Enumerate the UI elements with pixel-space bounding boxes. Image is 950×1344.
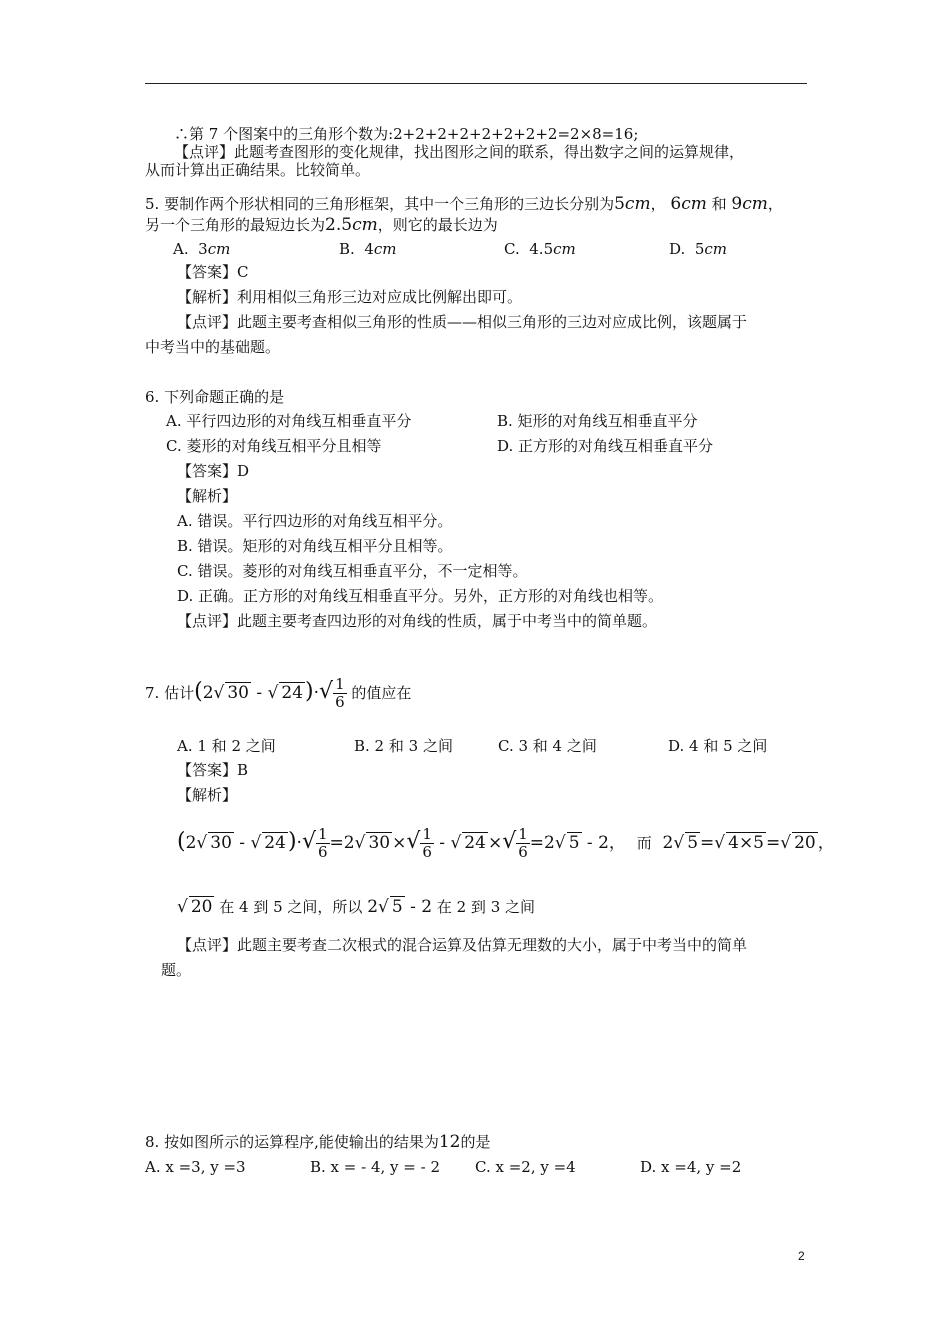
q7-comment-line1: 【点评】此题主要考查二次根式的混合运算及估算无理数的大小，属于中考当中的简单 bbox=[177, 936, 748, 954]
q7-option-c: C. 3 和 4 之间 bbox=[498, 737, 597, 755]
q6-option-a: A. 平行四边形的对角线互相垂直平分 bbox=[166, 412, 412, 430]
q5-answer: 【答案】C bbox=[177, 263, 249, 281]
q5-analysis: 【解析】利用相似三角形三边对应成比例解出即可。 bbox=[177, 288, 523, 306]
q5-stem-line1: 5. 要制作两个形状相同的三角形框架，其中一个三角形的三边长分别为5cm， 6cm 和 9cm， bbox=[145, 194, 783, 214]
q5-option-b: B. 4cm bbox=[339, 240, 397, 258]
q4-comment-line2: 从而计算出正确结果。比较简单。 bbox=[145, 161, 371, 179]
q5-option-a: A. 3cm bbox=[173, 240, 231, 258]
q7-stem: 7. 估计(2√ 30 - √ 24)·√ $\frac{1}{6}$ 的值应在 bbox=[145, 675, 412, 711]
q6-analysis-a: A. 错误。平行四边形的对角线互相平分。 bbox=[177, 512, 453, 530]
header-rule bbox=[145, 83, 807, 84]
q4-comment-line1: 【点评】此题考查图形的变化规律，找出图形之间的联系，得出数字之间的运算规律， bbox=[174, 143, 745, 161]
q7-comment-line2: 题。 bbox=[161, 961, 192, 979]
q5-comment-line1: 【点评】此题主要考查相似三角形的性质——相似三角形的三边对应成比例，该题属于 bbox=[177, 313, 748, 331]
q8-option-d: D. x =4, y =2 bbox=[640, 1158, 742, 1176]
q5-comment-line2: 中考当中的基础题。 bbox=[145, 338, 281, 356]
q6-comment: 【点评】此题主要考查四边形的对角线的性质，属于中考当中的简单题。 bbox=[177, 612, 658, 630]
q8-option-b: B. x = - 4, y = - 2 bbox=[310, 1158, 440, 1176]
q5-option-c: C. 4.5cm bbox=[504, 240, 576, 258]
q7-option-b: B. 2 和 3 之间 bbox=[354, 737, 453, 755]
q7-option-a: A. 1 和 2 之间 bbox=[177, 737, 276, 755]
q6-option-c: C. 菱形的对角线互相平分且相等 bbox=[166, 437, 382, 455]
q6-analysis-c: C. 错误。菱形的对角线互相垂直平分，不一定相等。 bbox=[177, 562, 528, 580]
q8-option-c: C. x =2, y =4 bbox=[475, 1158, 576, 1176]
q8-stem: 8. 按如图所示的运算程序,能使输出的结果为12的是 bbox=[145, 1132, 491, 1152]
q6-analysis-b: B. 错误。矩形的对角线互相平分且相等。 bbox=[177, 537, 453, 555]
q6-answer: 【答案】D bbox=[177, 462, 250, 480]
q6-stem: 6. 下列命题正确的是 bbox=[145, 388, 285, 406]
q5-option-d: D. 5cm bbox=[669, 240, 727, 258]
q6-analysis-head: 【解析】 bbox=[177, 487, 238, 505]
q5-stem-line2: 另一个三角形的最短边长为2.5cm，则它的最长边为 bbox=[145, 215, 498, 235]
q6-option-b: B. 矩形的对角线互相垂直平分 bbox=[497, 412, 698, 430]
q6-analysis-d: D. 正确。正方形的对角线互相垂直平分。另外，正方形的对角线也相等。 bbox=[177, 587, 664, 605]
q7-answer: 【答案】B bbox=[177, 761, 249, 779]
q7-formula-line2: √ 20 在 4 到 5 之间，所以 2√ 5 - 2 在 2 到 3 之间 bbox=[177, 897, 536, 917]
page-number: 2 bbox=[798, 1249, 805, 1263]
q8-option-a: A. x =3, y =3 bbox=[145, 1158, 246, 1176]
q7-formula-line1: (2√ 30 - √ 24)·√ $\frac{1}{6}$ =2√ 30 ×√ $\frac{1}{6}$ - √ 24 ×√ $\frac{1}{6}$ =2√ 5 - 2， 而 2√ 5 =√ 4×5 =√ 20 ， bbox=[177, 825, 835, 861]
q4-conclusion: ∴第 7 个图案中的三角形个数为:2+2+2+2+2+2+2+2=2×8=16; bbox=[174, 125, 639, 143]
q7-option-d: D. 4 和 5 之间 bbox=[668, 737, 768, 755]
q7-analysis-head: 【解析】 bbox=[177, 786, 238, 804]
q6-option-d: D. 正方形的对角线互相垂直平分 bbox=[497, 437, 714, 455]
